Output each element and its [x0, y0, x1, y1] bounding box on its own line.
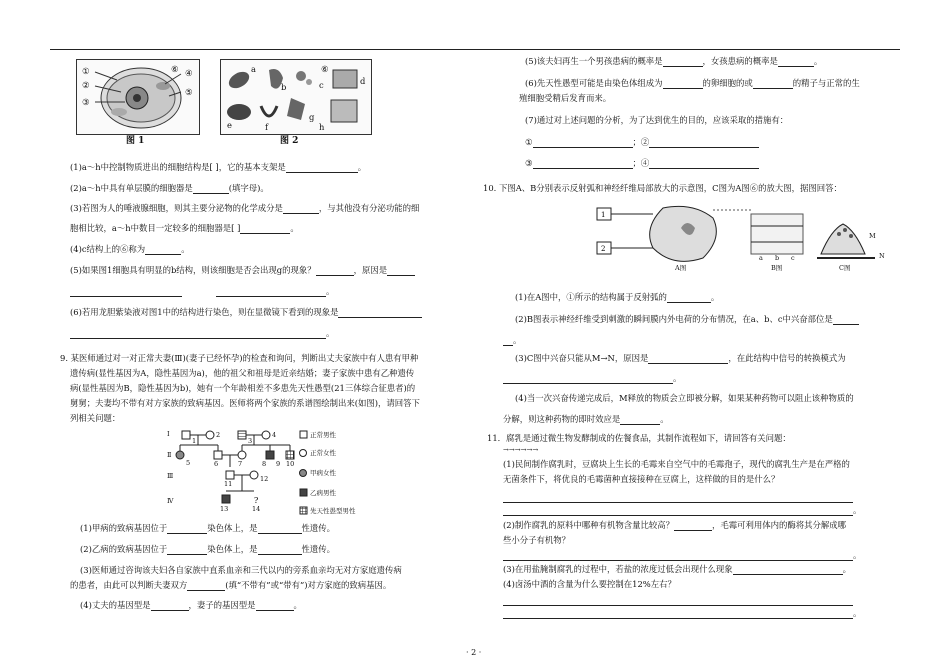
legend-normal-male: 正常男性: [310, 431, 336, 439]
question-9-intro-2: 遗传病(显性基因为A，隐性基因为a)，他的祖父和祖母是近亲结婚；妻子家族中患有乙种遗传: [70, 368, 415, 378]
fig-c-label-n: N: [879, 252, 885, 260]
pedigree-num-11: 11: [224, 480, 233, 488]
pedigree-chart: [167, 427, 356, 557]
question-10-1: (1)在A图中，①所示的结构属于反射弧的 。: [515, 292, 720, 302]
fig2-label-f: f: [265, 122, 269, 132]
fig1-label-6: ⑥: [171, 64, 179, 74]
question-10-intro: 10. 下图A、B分别表示反射弧和神经纤维局部放大的示意图，C图为A图⑥的放大图，据图回答：: [483, 183, 842, 193]
page-number: · 2 ·: [466, 648, 482, 657]
pedigree-num-7: 7: [238, 460, 243, 468]
question-9-intro-1: 9. 某医师通过对一对正常夫妻(Ⅲ)(妻子已经怀孕)的检查和询问，判断出丈夫家族中有人患有甲种: [60, 353, 419, 363]
pedigree-num-10: 10: [286, 460, 295, 468]
question-8-5b: 。: [70, 286, 334, 297]
pedigree-num-9: 9: [276, 460, 281, 468]
question-10-4b: 分解，则这种药物的即时效应是 。: [503, 414, 669, 424]
question-10-3: (3)C图中兴奋只能从M→N，原因是 ，在此结构中信号的转换模式为: [515, 353, 846, 363]
pedigree-gen-1: Ⅰ: [167, 430, 170, 438]
svg-text:2: 2: [601, 245, 606, 253]
question-9-2: (2)乙病的致病基因位于 染色体上，是 性遗传。: [80, 544, 335, 554]
svg-text:?: ?: [254, 496, 259, 505]
pedigree-num-2: 2: [216, 431, 221, 439]
pedigree-num-6: 6: [214, 460, 219, 468]
question-10-3b: 。: [503, 373, 681, 384]
pedigree-num-13: 13: [220, 505, 229, 513]
fig-b-label-b: b: [775, 254, 780, 262]
question-9-intro-4: 舅舅；夫妻均不带有对方家族的致病基因。医师将两个家族的系谱图绘制出来(如图)，请回答下: [70, 398, 420, 408]
question-11-4-answer: [503, 595, 853, 606]
header-rule: [50, 49, 900, 50]
legend-disease-a-female: 甲病女性: [310, 469, 336, 477]
question-9-intro-3: 病(显性基因为B，隐性基因为b)，她有一个年龄相差不多患先天性愚型(21三体综合征患者)的: [70, 383, 416, 393]
question-9-4: (4)丈夫的基因型是 ，妻子的基因型是 。: [80, 600, 302, 610]
fig1-label-3: ③: [82, 97, 90, 107]
question-9-3a: (3)医师通过咨询该夫妇各自家族中直系血亲和三代以内的旁系血亲均无对方家庭遗传病: [80, 565, 402, 575]
question-9-6b: 殖细胞受精后发育而来。: [519, 93, 612, 103]
question-8-6b: 。: [70, 328, 334, 339]
fig2-label-6: ⑥: [321, 64, 329, 74]
question-11-1-answer-2: 。: [503, 505, 861, 516]
question-9-6a: (6)先天性愚型可能是由染色体组成为 的卵细胞的或 的精子与正常的生: [525, 78, 860, 88]
pedigree-num-5: 5: [186, 459, 191, 467]
fig2-label-d: d: [360, 76, 366, 86]
figure-2-caption: 图 2: [280, 136, 299, 146]
pedigree-gen-4: Ⅳ: [167, 497, 174, 505]
question-9-intro-5: 列相关问题：: [70, 413, 121, 423]
pedigree-num-1: 1: [192, 437, 197, 445]
question-9-5: (5)该夫妇再生一个男孩患病的概率是 ，女孩患病的概率是 。: [525, 56, 823, 66]
question-11-4-answer-2: 。: [503, 608, 861, 619]
question-9-7-row1: ① ；②: [525, 137, 759, 148]
pedigree-num-3: 3: [248, 437, 253, 445]
legend-disease-b-male: 乙病男性: [310, 489, 336, 497]
question-9-3b: 的患者，由此可以判断夫妻双方 (填“不带有”或“带有”)对方家庭的致病基因。: [70, 580, 392, 590]
question-9-7-row2: ③ ；④: [525, 158, 759, 169]
question-11-4: (4)卤汤中酒的含量为什么要控制在12%左右？: [503, 579, 676, 589]
caption-a: A图: [675, 264, 687, 272]
fig2-label-g: g: [309, 112, 315, 122]
question-8-3b: 胞相比较，a～h中数目一定较多的细胞器是[ ] 。: [70, 223, 299, 233]
pedigree-num-8: 8: [262, 460, 267, 468]
figure-reflex-arc: [593, 198, 893, 278]
caption-c: C图: [839, 264, 851, 272]
question-10-4a: (4)当一次兴奋传递完成后，M释放的物质会立即被分解，如果某种药物可以阻止该种物质的: [515, 393, 854, 403]
fig2-label-h: h: [319, 122, 325, 132]
question-11-1b: 无菌条件下，将优良的毛霉菌种直接接种在豆腐上，这样做的目的是什么？: [503, 474, 780, 484]
caption-b: B图: [771, 264, 783, 272]
legend-normal-female: 正常女性: [310, 449, 336, 457]
question-8-1: (1)a～h中控制物质进出的细胞结构是[ ]，它的基本支架是 。: [70, 162, 367, 172]
question-8-5a: (5)如果图1细胞具有明显的b结构，则该细胞是否会出现g的现象？ ，原因是: [70, 265, 415, 276]
question-11-2b: 些小分子有机物？: [503, 535, 570, 545]
cell-drawing: [77, 60, 199, 134]
pedigree-num-12: 12: [260, 475, 269, 483]
fig-b-label-a: a: [759, 254, 763, 262]
fig1-label-4: ④: [185, 68, 193, 78]
question-11-2-answer: 。: [503, 550, 861, 561]
fig1-label-2: ②: [82, 80, 90, 90]
question-11-1a: (1)民间制作腐乳时，豆腐块上生长的毛霉来自空气中的毛霉孢子，现代的腐乳生产是在严格的: [503, 459, 850, 469]
figure-2-organelles: [220, 59, 372, 135]
question-8-2: (2)a～h中具有单层膜的细胞器是 (填字母)。: [70, 183, 269, 193]
figure-1-caption: 图 1: [126, 136, 145, 146]
figure-1-cell-diagram: [76, 59, 200, 135]
question-8-6a: (6)若用龙胆紫染液对图1中的结构进行染色，则在显微镜下看到的现象是: [70, 307, 422, 318]
pedigree-gen-2: Ⅱ: [167, 451, 172, 459]
svg-text:1: 1: [601, 211, 606, 219]
question-8-4: (4)c结构上的⑥称为 。: [70, 244, 190, 254]
question-8-3a: (3)若图为人的唾液腺细胞，则其主要分泌物的化学成分是 ，与其他没有分泌功能的细: [70, 203, 420, 213]
question-10-2b: 。: [503, 335, 521, 346]
fig2-label-c: c: [319, 80, 324, 90]
legend-down-syndrome-male: 先天性愚型男性: [310, 507, 356, 515]
fig1-label-1: ①: [82, 66, 90, 76]
pedigree-num-14: 14: [252, 505, 261, 513]
fig2-label-b: b: [281, 82, 287, 92]
organelle-drawing: [221, 60, 371, 134]
fig1-label-5: ⑤: [185, 87, 193, 97]
question-11-3: (3)在用盐腌制腐乳的过程中，若盐的浓度过低会出现什么现象 。: [503, 564, 851, 574]
question-11-2a: (2)制作腐乳的原料中哪种有机物含量比较高？ ，毛霉可利用体内的酶将其分解成哪: [503, 520, 846, 530]
question-11-1-answer: [503, 492, 853, 503]
fig-c-label-m: M: [869, 232, 876, 240]
question-9-1: (1)甲病的致病基因位于 染色体上，是 性遗传。: [80, 523, 335, 533]
question-9-7: (7)通过对上述问题的分析，为了达到优生的目的，应该采取的措施有：: [525, 115, 789, 125]
question-10-2: (2)B图表示神经纤维受到刺激的瞬间膜内外电荷的分布情况，在a、b、c中兴奋部位是: [515, 314, 859, 325]
pedigree-gen-3: Ⅲ: [167, 472, 174, 480]
pedigree-num-4: 4: [272, 431, 277, 439]
fig2-label-e: e: [227, 120, 232, 130]
fig2-label-a: a: [251, 64, 256, 74]
question-11-flow: →→→→→→: [503, 446, 539, 454]
fig-b-label-c: c: [791, 254, 795, 262]
question-11-intro: 11．腐乳是通过微生物发酵制成的佐餐食品，其制作流程如下，请回答有关问题：: [487, 433, 791, 443]
